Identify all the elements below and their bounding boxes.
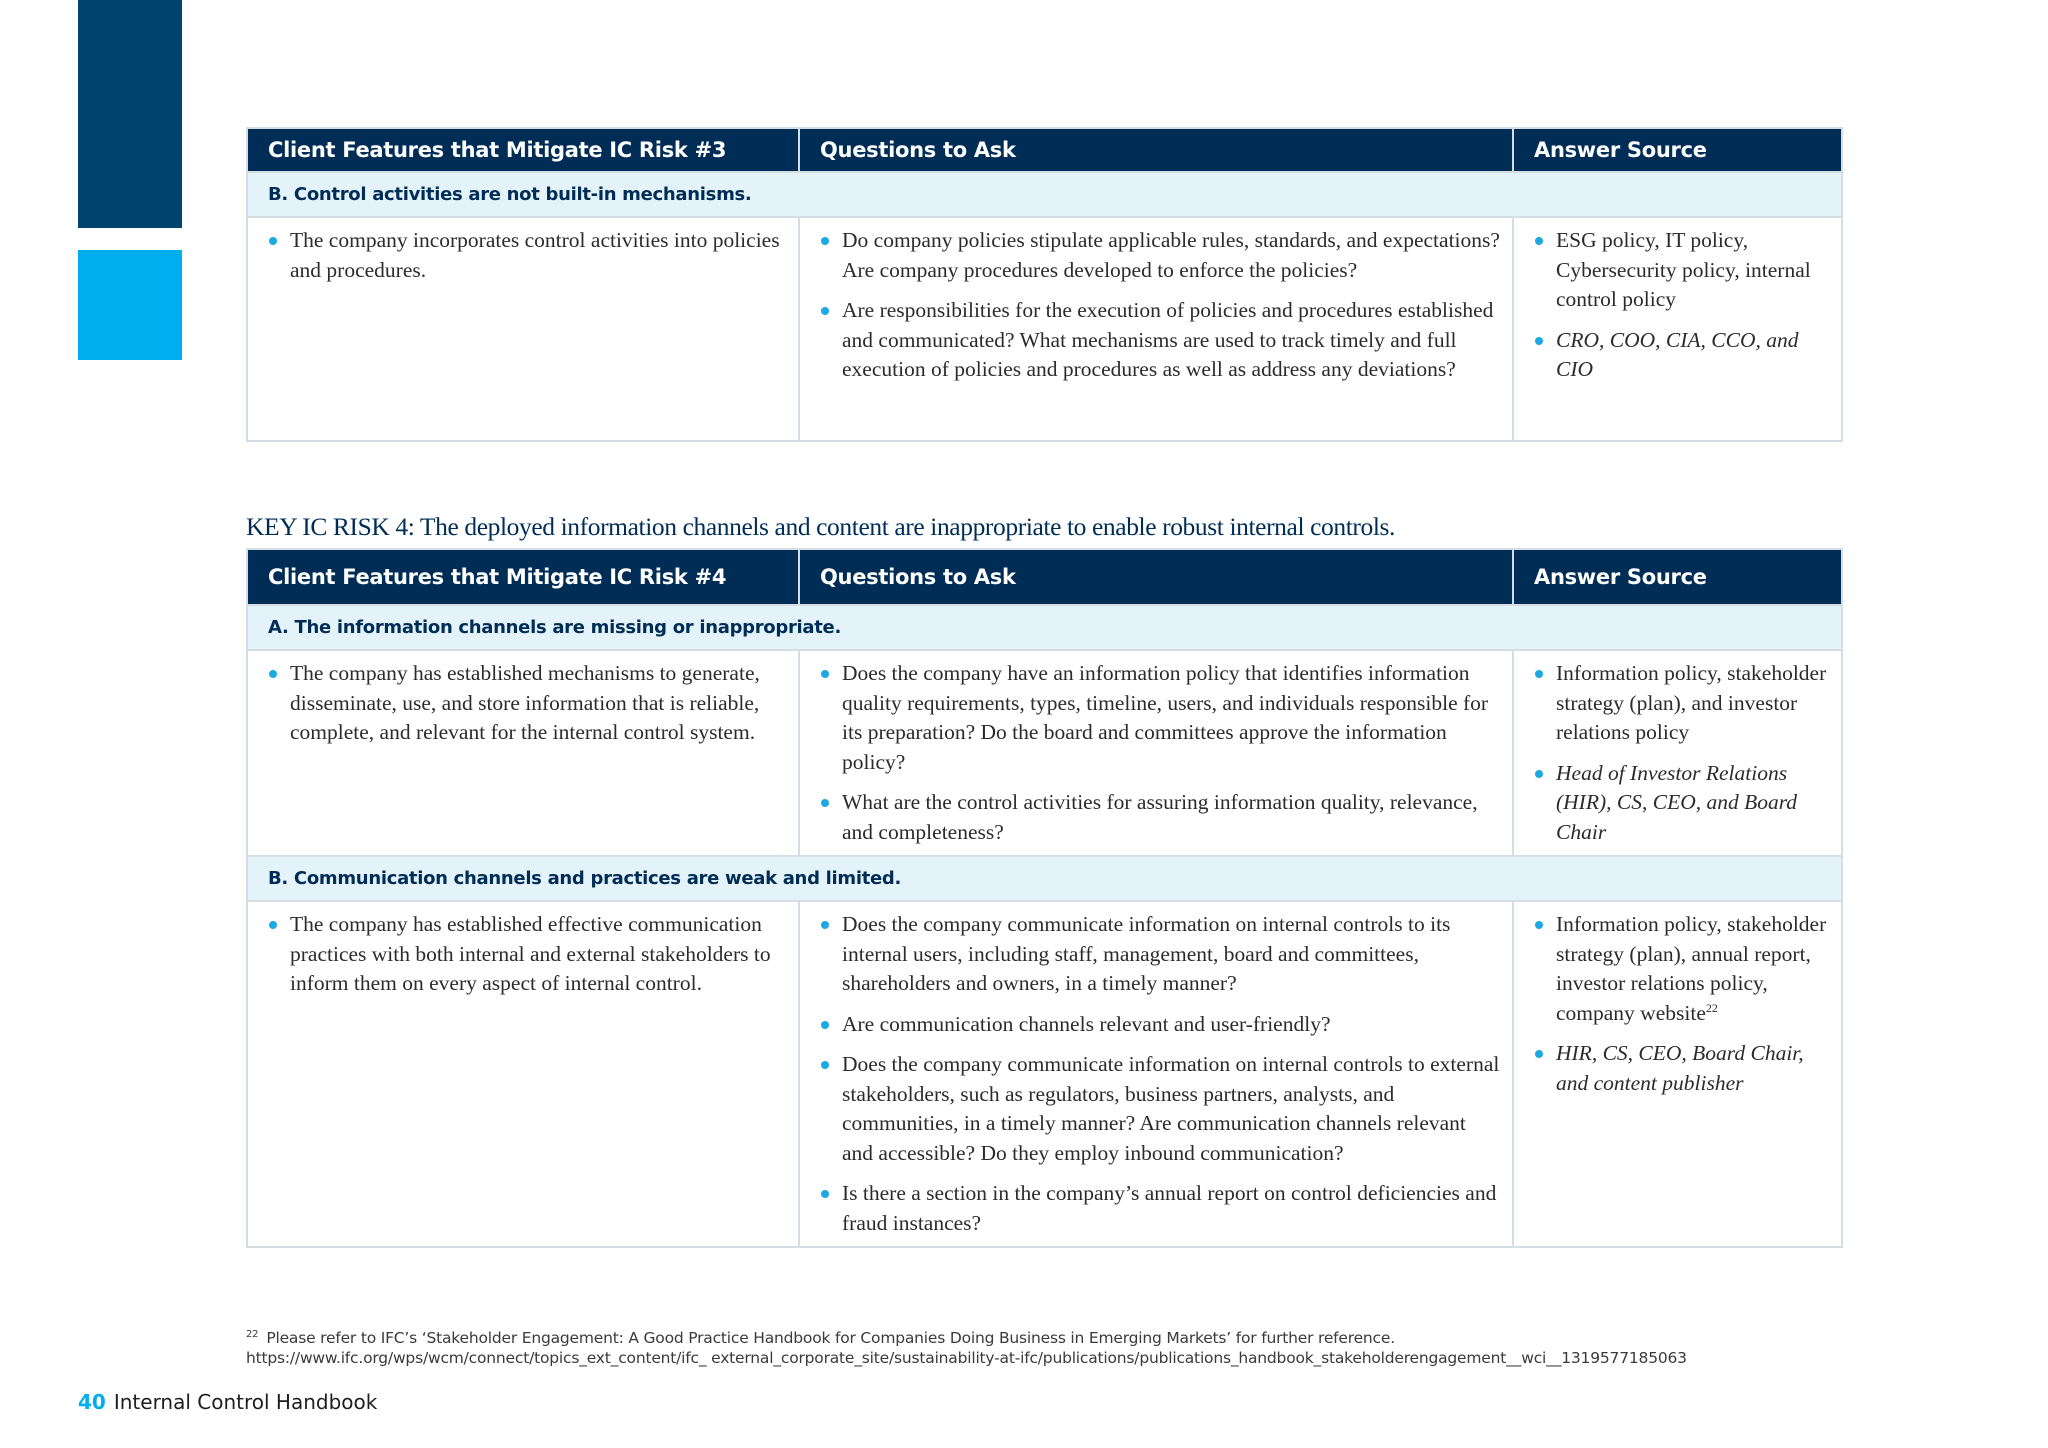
decorative-dark-blue-block — [78, 0, 182, 228]
table-row — [247, 217, 1842, 441]
column-header-features: Client Features that Mitigate IC Risk #4 — [247, 549, 799, 605]
list-item: Does the company communicate information on internal controls to its internal users, including staff, management, board and committees, shareholders and owners, in a timely manner? — [820, 910, 1500, 999]
source-text: Information policy, stakeholder strategy (plan), annual report, investor relations policy, company website — [1556, 912, 1827, 1025]
list-item: The company has established effective communication practices with both internal and external stakeholders to inform them on every aspect of internal control. — [268, 910, 786, 999]
section-row — [247, 605, 1842, 650]
features-cell — [247, 650, 799, 856]
ic-risk-4-table — [246, 548, 1843, 1248]
list-item: The company incorporates control activities into policies and procedures. — [268, 226, 786, 285]
sources-cell — [1513, 650, 1842, 856]
table-header-row — [247, 128, 1842, 172]
document-title: Internal Control Handbook — [113, 1390, 378, 1414]
column-header-questions: Questions to Ask — [799, 549, 1513, 605]
ic-risk-3-table — [246, 127, 1843, 442]
list-item: Do company policies stipulate applicable rules, standards, and expectations? Are company procedures developed to enforce the policies? — [820, 226, 1500, 285]
section-row — [247, 172, 1842, 217]
sources-cell — [1513, 901, 1842, 1247]
features-cell — [247, 217, 799, 441]
section-title: A. The information channels are missing or inappropriate. — [247, 605, 1842, 650]
list-item: Does the company have an information policy that identifies information quality requirements, types, timeline, users, and individuals responsible for its preparation? Do the board and committees approve the information policy? — [820, 659, 1500, 777]
decorative-light-blue-block — [78, 250, 182, 360]
list-item: HIR, CS, CEO, Board Chair, and content publisher — [1534, 1039, 1829, 1098]
questions-cell — [799, 217, 1513, 441]
column-header-questions: Questions to Ask — [799, 128, 1513, 172]
features-cell — [247, 901, 799, 1247]
page-footer — [78, 1390, 377, 1414]
section-title: B. Communication channels and practices are weak and limited. — [247, 856, 1842, 901]
list-item: CRO, COO, CIA, CCO, and CIO — [1534, 326, 1829, 385]
list-item: Are communication channels relevant and user-friendly? — [820, 1010, 1500, 1040]
footnote-reference: 22 — [1705, 1000, 1718, 1015]
questions-cell — [799, 650, 1513, 856]
footnote-text: Please refer to IFC’s ‘Stakeholder Engagement: A Good Practice Handbook for Companies Doing Business in Emerging Markets’ for further reference. https://www.ifc.org/wps/wcm/connect/topics_ext_content/ifc_ external_corporate_site/sustainability-at-ifc/publications/publications_handbook_stakeholderengagement__wci__1319577185063 — [246, 1329, 1687, 1368]
list-item: Information policy, stakeholder strategy (plan), and investor relations policy — [1534, 659, 1829, 748]
column-header-sources: Answer Source — [1513, 128, 1842, 172]
section-row — [247, 856, 1842, 901]
table-header-row — [247, 549, 1842, 605]
sources-cell — [1513, 217, 1842, 441]
footnote-number: 22 — [246, 1329, 259, 1340]
column-header-features: Client Features that Mitigate IC Risk #3 — [247, 128, 799, 172]
page-number: 40 — [78, 1390, 106, 1414]
list-item: The company has established mechanisms to generate, disseminate, use, and store information that is reliable, complete, and relevant for the internal control system. — [268, 659, 786, 748]
list-item — [1534, 910, 1829, 1028]
questions-cell — [799, 901, 1513, 1247]
table-row — [247, 650, 1842, 856]
list-item: Is there a section in the company’s annual report on control deficiencies and fraud instances? — [820, 1179, 1500, 1238]
section-title: B. Control activities are not built-in mechanisms. — [247, 172, 1842, 217]
footnote — [246, 1325, 1806, 1368]
table-row — [247, 901, 1842, 1247]
column-header-sources: Answer Source — [1513, 549, 1842, 605]
list-item: Head of Investor Relations (HIR), CS, CEO, and Board Chair — [1534, 759, 1829, 848]
list-item: ESG policy, IT policy, Cybersecurity policy, internal control policy — [1534, 226, 1829, 315]
list-item: What are the control activities for assuring information quality, relevance, and completeness? — [820, 788, 1500, 847]
list-item: Does the company communicate information on internal controls to external stakeholders, such as regulators, business partners, analysts, and communities, in a timely manner? Are communication channels relevant and accessible? Do they employ inbound communication? — [820, 1050, 1500, 1168]
list-item: Are responsibilities for the execution of policies and procedures established and communicated? What mechanisms are used to track timely and full execution of policies and procedures as well as address any deviations? — [820, 296, 1500, 385]
key-ic-risk-4-heading: KEY IC RISK 4: The deployed information channels and content are inappropriate to enable robust internal controls. — [246, 512, 1396, 541]
